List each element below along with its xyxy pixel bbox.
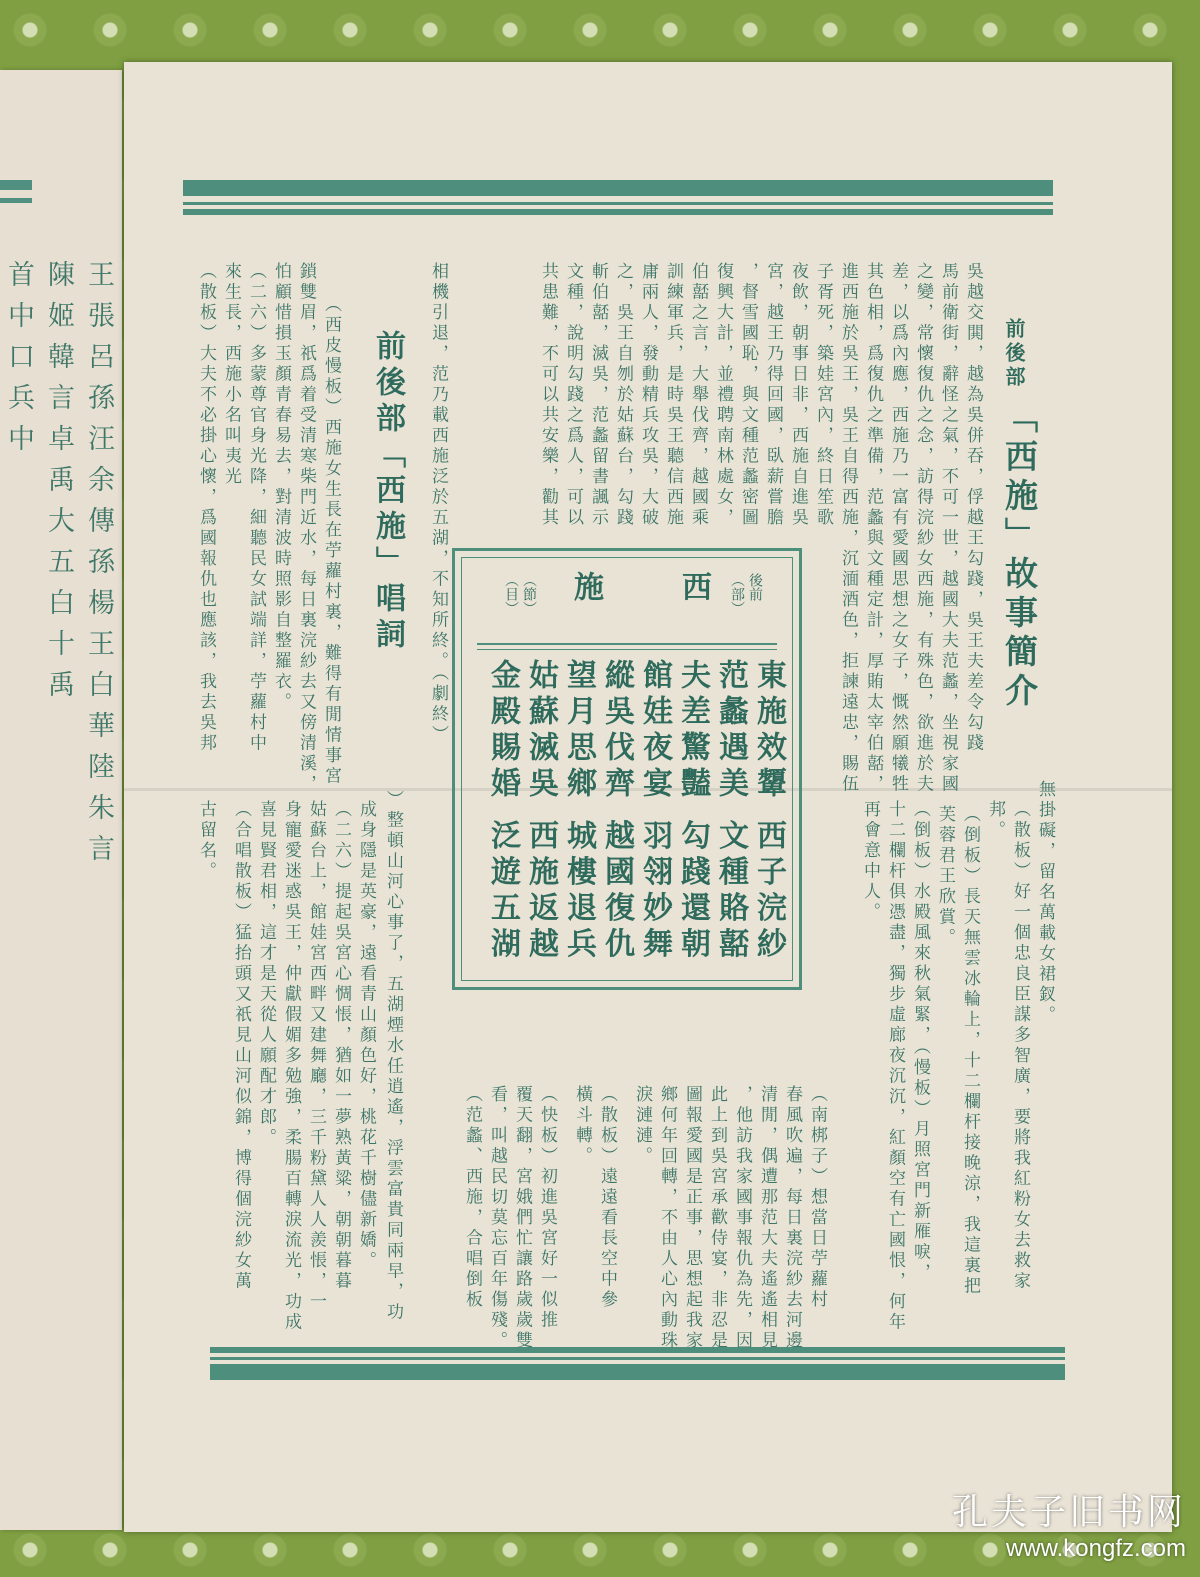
scene-header-section: （節） (521, 573, 537, 615)
lyrics-line: （二六）多蒙尊官身光降，細聽民女試端詳，苧蘿村中 (246, 262, 266, 754)
bottom-border-band-thin (210, 1347, 1065, 1353)
story-column: 共患難，不可以共安樂，勸其 (538, 262, 558, 529)
left-page-column: 王張呂孫汪余傳孫楊王白華陸朱言 (83, 260, 114, 875)
story-column: 斬伯嚭，滅吳，范蠡留書諷示 (588, 262, 608, 529)
story-column: 子胥死，築娃宮內，終日笙歌 (813, 262, 833, 529)
scene-box-separator (477, 643, 777, 650)
lyrics-line: 圖報愛國是正事，思想起我家 (682, 1085, 702, 1352)
story-column: 馬前衛街，辭怪之氣，不可一世，越國大夫范蠡，坐視家國 (938, 262, 958, 795)
lyrics-line: 無掛礙，留名萬載女裙釵。 (1035, 780, 1055, 1026)
lyrics-line: 此上到吳宮承歡侍宴，非忍是 (707, 1085, 727, 1352)
scene-header-part: 後前 (747, 573, 763, 601)
scene-column: 東施效顰 西子浣紗 (751, 659, 786, 964)
adjacent-left-page (0, 70, 122, 1530)
story-column: 之變，常懷復仇之念，訪得浣紗女西施，有殊色，欲進於夫 (913, 262, 933, 795)
scene-header-title-char: 施 (568, 571, 603, 601)
lyrics-line: （范蠡、西施，合唱倒板 (462, 1085, 482, 1311)
lyrics-line: 鄉何年回轉，不由人心內動珠 (657, 1085, 677, 1352)
left-page-column: 首中口兵中 (3, 260, 34, 465)
scene-list-box (452, 548, 802, 990)
story-title: 「西施」故事簡介 (1000, 400, 1039, 712)
lyrics-line: 十二欄杆俱憑盡，獨步虛廊夜沉沉，紅顏空有亡國恨，何年 (885, 800, 905, 1333)
top-border-line (183, 202, 1053, 205)
scene-column: 館娃夜宴 羽翎妙舞 (637, 659, 672, 964)
story-column: 訓練軍兵，是時吳王聽信西施 (663, 262, 683, 529)
story-column: 復興大計，並禮聘南林處女， (713, 262, 733, 529)
story-column: 夜飲，朝事日非，西施自進吳 (788, 262, 808, 529)
lyrics-line: 看，叫越民切莫忘百年傷殘。 (487, 1085, 507, 1352)
bottom-border-band (210, 1364, 1065, 1380)
scene-header-title-char: 西 (676, 571, 711, 601)
lyrics-line: （合唱散板）猛抬頭又祇見山河似錦，博得個浣紗女萬 (231, 800, 251, 1292)
watermark-url: www.kongfz.com (1005, 1535, 1186, 1562)
story-column: 吳越交閧，越為吳併吞，俘越王勾踐，吳王夫差令勾踐 (963, 262, 983, 754)
lyrics-line: 身寵愛迷惑吳王，仲獻假媚多勉強，柔腸百轉淚流光，功成 (281, 800, 301, 1333)
lyrics-line: （西皮慢板）西施女生長在苧蘿村裏，難得有閒情事宮 (321, 295, 341, 787)
story-column: 之，吳王自刎於姑蘇台，勾踐 (613, 262, 633, 529)
story-column: 進西施於吳王，吳王自得西施，沉湎酒色，拒諫遠忠，賜伍 (838, 262, 858, 795)
lyrics-line: 清閒，偶遭那范大夫遙遙相見 (757, 1085, 777, 1352)
scene-header-section-label: （目） (503, 573, 519, 615)
story-column: ，督雪國恥，與文種范蠡密圖 (738, 262, 758, 529)
lyrics-line: ）整頓山河心事了，五湖煙水任逍遙，浮雲富貴同兩早，功 (383, 790, 403, 1323)
lyrics-line: （散板）好一個忠良臣謀多智廣，要將我紅粉女去救家 (1010, 800, 1030, 1292)
lyrics-line: 成身隱是英豪，遠看青山顏色好，桃花千樹儘新嬌。 (356, 800, 376, 1272)
story-column: 宮，越王乃得回國，臥薪嘗膽 (763, 262, 783, 529)
watermark-name: 孔夫子旧书网 (951, 1492, 1186, 1533)
lyrics-line: （二六）提起吳宮心惆悵，猶如一夢熟黃粱，朝朝暮暮 (331, 800, 351, 1292)
lyrics-line: 古留名。 (196, 800, 216, 882)
scene-header-part-label: （部） (729, 573, 745, 615)
bottom-border-line (210, 1357, 1065, 1360)
lyrics-line: （南梆子）想當日苧蘿村 (807, 1085, 827, 1311)
left-page-border-band-thin (0, 198, 32, 203)
story-column: 文種，說明勾踐之爲人，可以 (563, 262, 583, 529)
lyrics-line: 春風吹遍，每日裏浣紗去河邊 (782, 1085, 802, 1352)
site-watermark (952, 1484, 1186, 1563)
scene-column: 范蠡遇美 文種賂嚭 (713, 659, 748, 964)
scene-column: 縱吳伐齊 越國復仇 (599, 659, 634, 964)
story-column: 伯嚭之言，大舉伐齊，越國乘 (688, 262, 708, 529)
lyrics-line: （散板）遠遠看長空中參 (597, 1085, 617, 1311)
left-page-border-band (0, 180, 32, 190)
lyrics-line: 淚漣漣。 (632, 1085, 652, 1167)
lyrics-line: 來生長，西施小名叫夷光 (221, 262, 241, 488)
story-prefix: 前後部 (1002, 318, 1026, 390)
scene-column: 夫差驚豔 勾踐還朝 (675, 659, 710, 964)
story-column: 其色相，爲復仇之準備，范蠡與文種定計，厚賄太宰伯嚭， (863, 262, 883, 795)
lyrics-line: 怕顧惜損玉顏青春易去，對清波時照影自整羅衣。 (271, 262, 291, 713)
lyrics-title: 前後部「西施」唱詞 (370, 330, 405, 654)
lyrics-line: 喜見賢君相，這才是天從人願配才郎。 (256, 800, 276, 1149)
lyrics-line: （快板）初進吳宮好一似推 (537, 1085, 557, 1331)
lyrics-line: （倒板）長天無雲冰輪上，十二欄杆接晚涼，我這裏把 (960, 805, 980, 1297)
lyrics-line: （倒板）水殿風來秋氣緊，（慢板）月照宮門新雁唳， (910, 800, 930, 1284)
lyrics-line: 姑蘇台上，館娃宮西畔又建舞廳，三千粉黛人人羨悵，一 (306, 800, 326, 1313)
lyrics-line: 覆天翻，宮娥們忙讓路歲歲雙 (512, 1085, 532, 1352)
lyrics-line: 再會意中人。 (860, 800, 880, 923)
lyrics-line: 芙蓉君王欣賞。 (935, 805, 955, 949)
story-column: 庸兩人，發動精兵攻吳，大破 (638, 262, 658, 529)
lyrics-line: 鎖雙眉，祇爲着受清寒柴門近水，每日裏浣紗去又傍清溪， (296, 262, 316, 795)
story-column: 差，以爲內應，西施乃一富有愛國思想之女子，慨然願犧牲 (888, 262, 908, 795)
scene-column: 姑蘇滅吳 西施返越 (523, 659, 558, 964)
scene-column: 望月思鄉 城樓退兵 (561, 659, 596, 964)
scene-column: 金殿賜婚 泛遊五湖 (485, 659, 520, 964)
top-border-band-thin (183, 209, 1053, 215)
lyrics-line: （散板）大夫不必掛心懷，爲國報仇也應該，我去吳邦 (196, 262, 216, 754)
lyrics-line: 邦。 (985, 800, 1005, 841)
story-column: 相機引退，范乃載西施泛於五湖，不知所終。（劇終） (428, 262, 448, 746)
left-page-column: 陳姬韓言卓禹大五白十禹 (43, 260, 74, 711)
top-border-band (183, 180, 1053, 196)
lyrics-line: 橫斗轉。 (572, 1085, 592, 1167)
lyrics-line: ，他訪我家國事報仇為先，因 (732, 1085, 752, 1352)
